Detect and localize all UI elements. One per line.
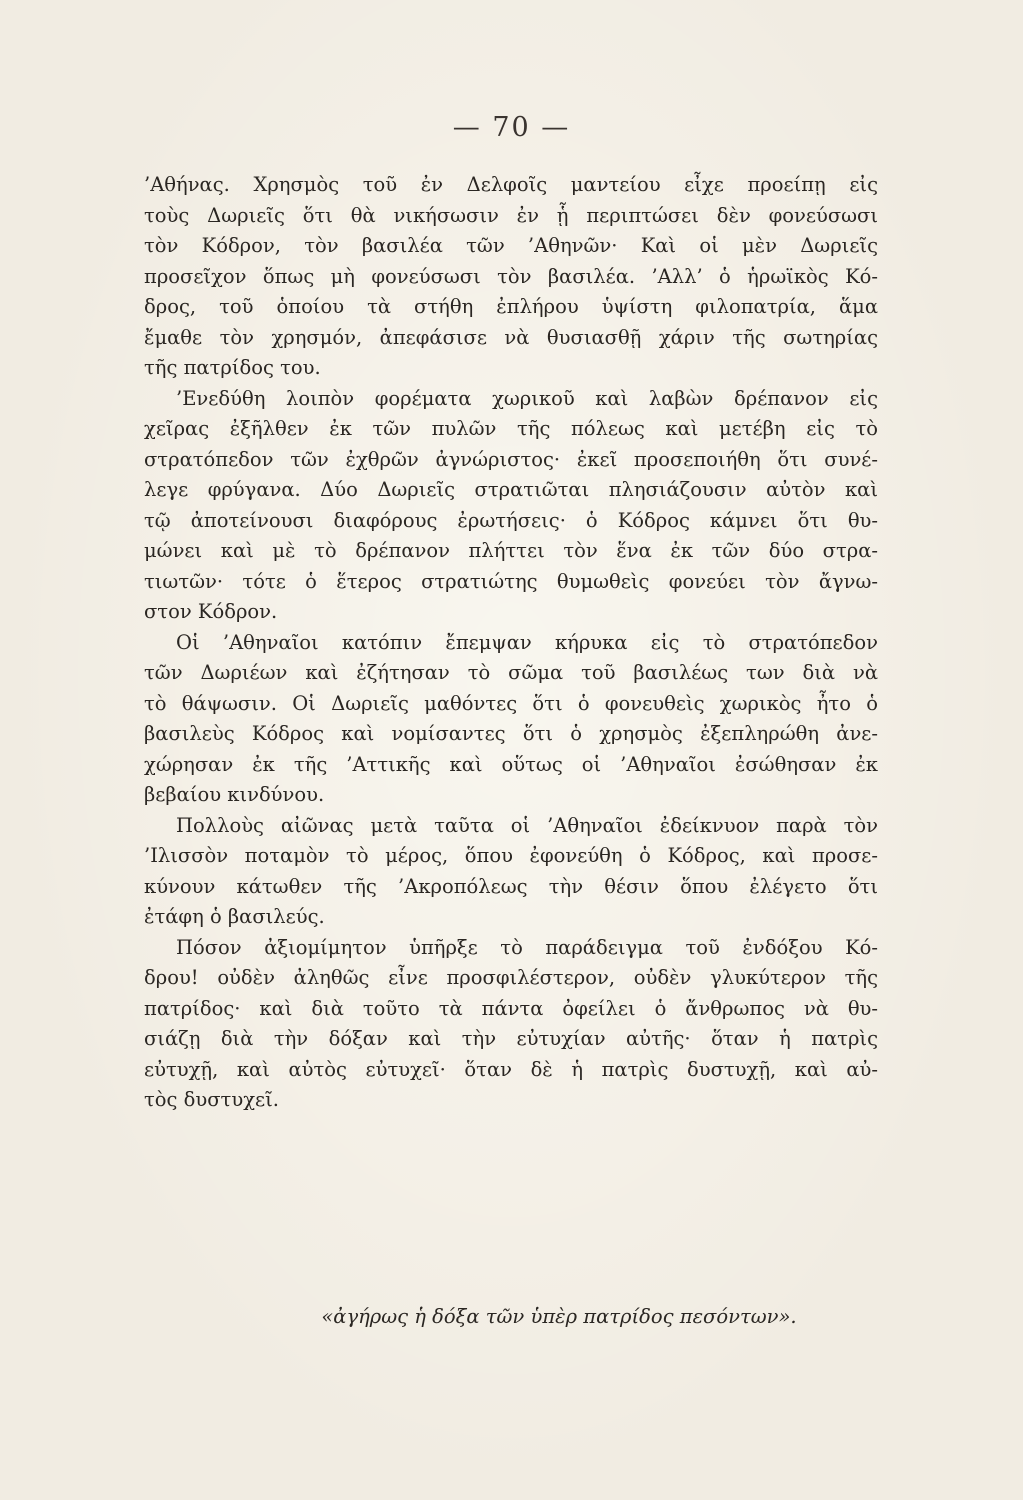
text-line: προσεῖχον ὅπως μὴ φονεύσωσι τὸν βασιλέα. ’Αλλ’ ὁ ἡρωϊκὸς Κό- bbox=[144, 264, 878, 288]
text-line: τῆς πατρίδος του. bbox=[144, 356, 321, 379]
paragraph-4 bbox=[144, 811, 878, 933]
text-line: τῷ ἀποτείνουσι διαφόρους ἐρωτήσεις· ὁ Κόδρος κάμνει ὅτι θυ- bbox=[144, 508, 878, 532]
text-column bbox=[144, 170, 878, 1116]
text-line: βεβαίου κινδύνου. bbox=[144, 783, 325, 806]
text-line: κύνουν κάτωθεν τῆς ’Ακροπόλεως τὴν θέσιν ὅπου ἐλέγετο ὅτι bbox=[144, 874, 878, 898]
text-line: χεῖρας ἐξῆλθεν ἐκ τῶν πυλῶν τῆς πόλεως καὶ μετέβη εἰς τὸ bbox=[144, 417, 878, 440]
text-line: Πολλοὺς αἰῶνας μετὰ ταῦτα οἱ ’Αθηναῖοι ἐδείκνυον παρὰ τὸν bbox=[176, 813, 878, 837]
text-line: ἐτάφη ὁ βασιλεύς. bbox=[144, 905, 325, 928]
text-line: τοὺς Δωριεῖς ὅτι θὰ νικήσωσιν ἐν ᾗ περιπτώσει δὲν φονεύσωσι bbox=[144, 203, 878, 227]
text-line: βασιλεὺς Κόδρος καὶ νομίσαντες ὅτι ὁ χρησμὸς ἐξεπληρώθη ἀνε- bbox=[144, 722, 878, 745]
text-line: ’Αθήνας. Χρησμὸς τοῦ ἐν Δελφοῖς μαντείου εἶχε προείπῃ εἰς bbox=[144, 173, 878, 196]
paragraph-1 bbox=[144, 170, 878, 384]
text-line: τὸν Κόδρον, τὸν βασιλέα τῶν ’Αθηνῶν· Καὶ οἱ μὲν Δωριεῖς bbox=[144, 234, 878, 257]
text-line: στρατόπεδον τῶν ἐχθρῶν ἀγνώριστος· ἐκεῖ προσεποιήθη ὅτι συνέ- bbox=[144, 447, 878, 471]
text-line: τὸ θάψωσιν. Οἱ Δωριεῖς μαθόντες ὅτι ὁ φονευθεὶς χωρικὸς ἦτο ὁ bbox=[144, 691, 878, 715]
text-line: τῶν Δωριέων καὶ ἐζήτησαν τὸ σῶμα τοῦ βασιλέως των διὰ νὰ bbox=[144, 661, 878, 684]
text-line: σιάζῃ διὰ τὴν δόξαν καὶ τὴν εὐτυχίαν αὐτῆς· ὅταν ἡ πατρὶς bbox=[144, 1027, 878, 1050]
text-line: εὐτυχῇ, καὶ αὐτὸς εὐτυχεῖ· ὅταν δὲ ἡ πατρὶς δυστυχῇ, καὶ αὐ- bbox=[144, 1057, 878, 1081]
text-line: Πόσον ἀξιομίμητον ὑπῆρξε τὸ παράδειγμα τοῦ ἐνδόξου Κό- bbox=[176, 935, 878, 959]
text-line: Οἱ ’Αθηναῖοι κατόπιν ἔπεμψαν κήρυκα εἰς τὸ στρατόπεδον bbox=[176, 630, 878, 654]
text-line: λεγε φρύγανα. Δύο Δωριεῖς στρατιῶται πλησιάζουσιν αὐτὸν καὶ bbox=[144, 478, 878, 501]
text-line: χώρησαν ἐκ τῆς ’Αττικῆς καὶ οὕτως οἱ ’Αθηναῖοι ἐσώθησαν ἐκ bbox=[144, 752, 878, 776]
text-line: δρου! οὐδὲν ἀληθῶς εἶνε προσφιλέστερον, οὐδὲν γλυκύτερον τῆς bbox=[144, 966, 878, 989]
text-line: ἔμαθε τὸν χρησμόν, ἀπεφάσισε νὰ θυσιασθῇ χάριν τῆς σωτηρίας bbox=[144, 325, 878, 349]
text-line: μώνει καὶ μὲ τὸ δρέπανον πλήττει τὸν ἕνα ἐκ τῶν δύο στρα- bbox=[144, 539, 878, 562]
text-line: πατρίδος· καὶ διὰ τοῦτο τὰ πάντα ὀφείλει ὁ ἄνθρωπος νὰ θυ- bbox=[144, 996, 878, 1020]
text-line: δρος, τοῦ ὁποίου τὰ στήθη ἐπλήρου ὑψίστη φιλοπατρία, ἅμα bbox=[144, 295, 878, 318]
paragraph-2 bbox=[144, 384, 878, 628]
text-line: τὸς δυστυχεῖ. bbox=[144, 1088, 279, 1111]
page-number: — 70 — bbox=[452, 112, 571, 143]
text-line: ’Ενεδύθη λοιπὸν φορέματα χωρικοῦ καὶ λαβὼν δρέπανον εἰς bbox=[176, 386, 878, 410]
text-line: ’Ιλισσὸν ποταμὸν τὸ μέρος, ὅπου ἐφονεύθη ὁ Κόδρος, καὶ προσε- bbox=[144, 844, 878, 867]
paragraph-3 bbox=[144, 628, 878, 811]
text-line: στον Κόδρον. bbox=[144, 600, 278, 623]
closing-quote: «ἀγήρως ἡ δόξα τῶν ὑπὲρ πατρίδος πεσόντων». bbox=[321, 1305, 797, 1328]
text-line: τιωτῶν· τότε ὁ ἕτερος στρατιώτης θυμωθεὶς φονεύει τὸν ἄγνω- bbox=[144, 569, 878, 593]
paragraph-5 bbox=[144, 933, 878, 1116]
